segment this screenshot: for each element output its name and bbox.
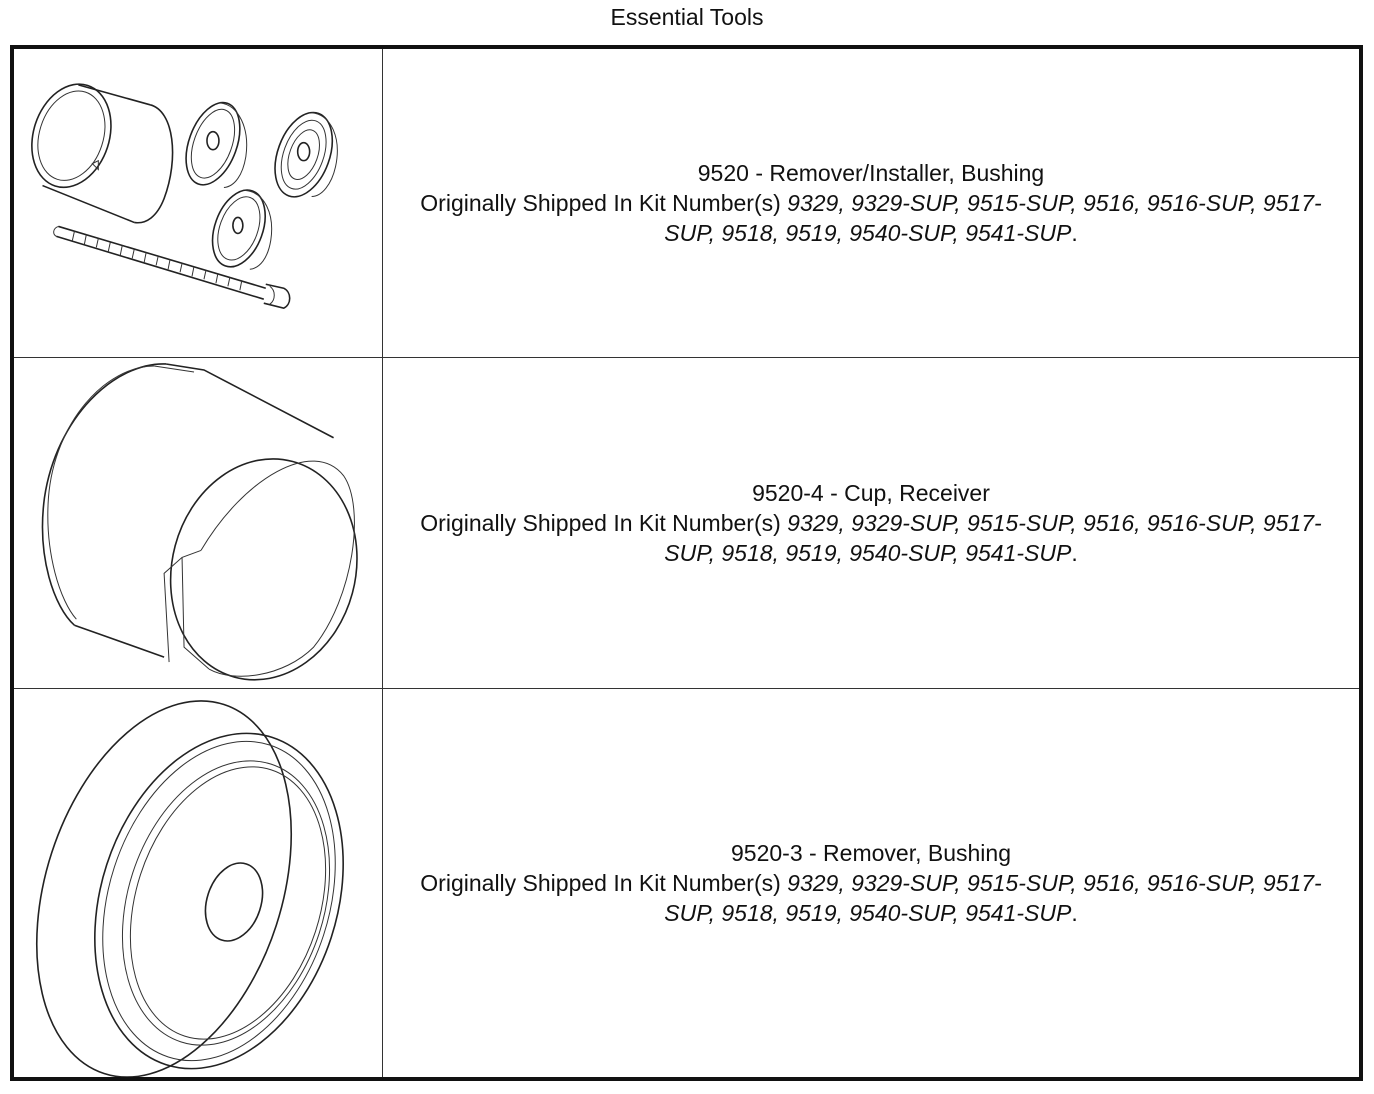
tool-image-cell [14, 358, 383, 688]
kits-suffix: . [1071, 900, 1078, 926]
tool-description [401, 478, 1341, 568]
receiver-cup-illustration [14, 358, 382, 688]
tool-description-cell [383, 49, 1359, 357]
kits-prefix: Originally Shipped In Kit Number(s) [420, 510, 788, 536]
tool-image-cell [14, 689, 383, 1077]
tool-description-cell [383, 689, 1359, 1077]
tool-row [14, 689, 1359, 1077]
tool-row [14, 358, 1359, 689]
tool-name: 9520-4 - Cup, Receiver [752, 480, 990, 506]
kits-suffix: . [1071, 220, 1078, 246]
page-title: Essential Tools [610, 4, 764, 30]
tool-row [14, 49, 1359, 358]
tool-image-cell [14, 49, 383, 357]
kits-prefix: Originally Shipped In Kit Number(s) [420, 870, 788, 896]
tool-kits [401, 508, 1341, 568]
tool-description [401, 158, 1341, 248]
bushing-remover-installer-kit-illustration [14, 49, 382, 357]
bushing-remover-illustration [14, 689, 382, 1077]
kits-list: 9329, 9329-SUP, 9515-SUP, 9516, 9516-SUP, 9517-SUP, 9518, 9519, 9540-SUP, 9541-SUP [664, 870, 1322, 926]
essential-tools-table [10, 45, 1363, 1081]
tool-name: 9520-3 - Remover, Bushing [731, 840, 1011, 866]
kits-suffix: . [1071, 540, 1078, 566]
tool-name: 9520 - Remover/Installer, Bushing [697, 160, 1045, 186]
tool-kits [401, 188, 1341, 248]
kits-list: 9329, 9329-SUP, 9515-SUP, 9516, 9516-SUP, 9517-SUP, 9518, 9519, 9540-SUP, 9541-SUP [664, 510, 1322, 566]
kits-list: 9329, 9329-SUP, 9515-SUP, 9516, 9516-SUP, 9517-SUP, 9518, 9519, 9540-SUP, 9541-SUP [664, 190, 1322, 246]
kits-prefix: Originally Shipped In Kit Number(s) [420, 190, 788, 216]
tool-description [401, 838, 1341, 928]
tool-kits [401, 868, 1341, 928]
tool-description-cell [383, 358, 1359, 688]
